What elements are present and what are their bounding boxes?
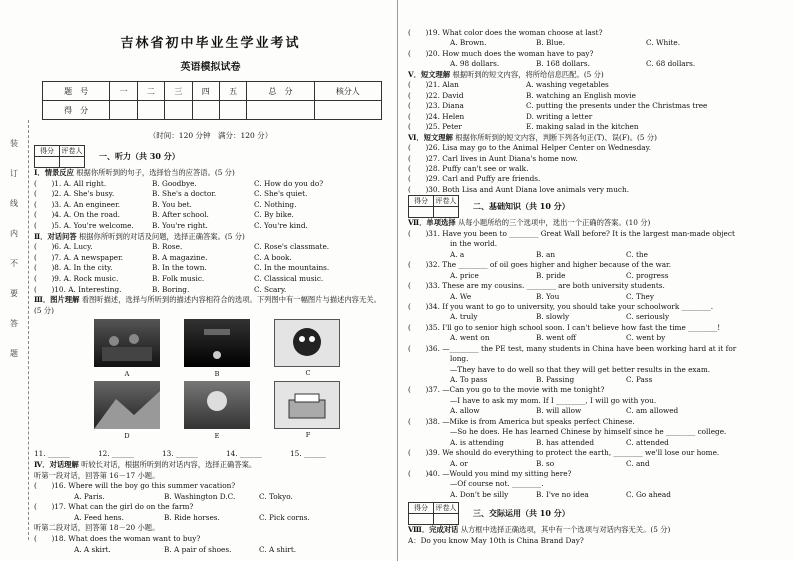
question-20: ( )20. How much does the woman have to pay?	[408, 48, 594, 58]
grader-reviewer-label: 评卷人	[61, 147, 83, 155]
question-option[interactable]: B. A magazine.	[152, 252, 208, 262]
binding-char: 答	[10, 319, 18, 328]
score-cell[interactable]	[165, 101, 192, 120]
option[interactable]: A. To pass	[450, 375, 488, 385]
true-false-statement: ( )30. Both Lisa and Aunt Diana love animals very much.	[408, 184, 630, 194]
options-33	[408, 292, 786, 302]
grader-score-label: 得分	[409, 503, 434, 514]
true-false-statement: ( )29. Carl and Puffy are friends.	[408, 174, 541, 184]
picture-b	[184, 319, 250, 379]
question-38: ( )38. —Mike is from America but speaks perfect Chinese.	[408, 416, 635, 426]
mountain-image	[94, 381, 160, 429]
picture-d-label: D	[124, 432, 130, 441]
question-option-a[interactable]: ( )24. Helen	[408, 111, 465, 121]
sec5-matching	[408, 80, 786, 132]
part3-title: 三、交际运用（共 10 分）	[473, 508, 570, 519]
option[interactable]: A. Brown.	[450, 38, 487, 48]
score-header-cell: 四	[192, 82, 219, 101]
sec8-instruction	[408, 525, 786, 536]
right-page	[397, 0, 794, 561]
sec7-text: 从每小题所给的三个选项中，选出一个正确的答案。(10 分)	[457, 218, 651, 228]
option[interactable]: A. or	[450, 458, 468, 468]
options-19	[408, 38, 786, 48]
picture-d	[94, 381, 160, 441]
sec3-text: 看图听描述，选择与所听到的描述内容相符合的选项。下列图中有一幅图片与描述内容无关。(5 分)	[34, 295, 381, 315]
grader-box	[408, 502, 459, 525]
option[interactable]: C. Pass	[626, 375, 653, 385]
grader-reviewer-cell[interactable]	[60, 157, 85, 168]
options-20	[408, 59, 786, 69]
option[interactable]: C. and	[626, 458, 650, 468]
question-31: ( )31. Have you been to ________ Great Wall before? It is the largest man-made object	[408, 228, 735, 238]
option[interactable]: B. so	[536, 458, 555, 468]
picture-f-label: F	[305, 431, 311, 440]
score-header-cell: 五	[219, 82, 246, 101]
grader-score-cell[interactable]	[35, 157, 60, 168]
part3-header	[408, 502, 786, 525]
question-36: ( )36. —________ the PE test, many students in China have been working hard at it for	[408, 343, 737, 353]
binding-char: 线	[10, 199, 18, 208]
sec1-label: Ⅰ．情景反应	[34, 168, 74, 177]
picture-e-label: E	[214, 432, 220, 441]
picture-a-label: A	[124, 370, 130, 379]
option[interactable]: A. allow	[450, 406, 480, 416]
grader-box	[408, 195, 459, 218]
part1-title: 一、听力（共 30 分）	[99, 151, 180, 161]
question-37-reply: —I have to ask my mom. If I ________, I will go with you.	[450, 395, 657, 405]
question-option-a[interactable]: ( )10. A. Interesting.	[34, 284, 122, 294]
question-35: ( )35. I'll go to senior high school soon. I can't believe how fast the time ________!	[408, 322, 721, 332]
question-19: ( )19. What color does the woman choose at last?	[408, 28, 603, 37]
answer-blank-14[interactable]: 14. ______	[226, 449, 262, 459]
question-option-a[interactable]: ( )23. Diana	[408, 101, 464, 111]
option[interactable]: B. went off	[536, 333, 577, 343]
question-39: ( )39. We should do everything to protect the earth, ________ we'll lose our home.	[408, 448, 720, 458]
question-row	[34, 221, 387, 232]
option[interactable]: C. Pick corns.	[259, 512, 310, 522]
question-option[interactable]: B. You're right.	[152, 220, 208, 230]
answer-blank-13[interactable]: 13. ______	[162, 449, 198, 459]
picture-blanks	[34, 449, 387, 460]
question-option[interactable]: C. A book.	[254, 252, 292, 262]
picture-c	[274, 319, 340, 378]
grader-score-cell[interactable]	[409, 514, 434, 525]
question-option[interactable]: B. Folk music.	[152, 273, 205, 283]
question-option[interactable]: B. She's a doctor.	[152, 189, 217, 199]
sec1-instruction	[34, 168, 387, 179]
dialogue-2-note: 听第二段对话，回答第 18－20 小题。	[34, 523, 160, 533]
question-option-a[interactable]: ( )4. A. On the road.	[34, 210, 120, 220]
question-option[interactable]: B. Rose.	[152, 242, 183, 252]
picture-grid	[34, 319, 387, 451]
option[interactable]: A. Feed hens.	[74, 512, 124, 522]
question-option-a[interactable]: ( )8. A. In the city.	[34, 263, 113, 273]
sec2-instruction	[34, 232, 387, 243]
picture-e	[184, 381, 250, 441]
options-39	[408, 459, 786, 469]
sec7-instruction	[408, 218, 786, 229]
options-16	[34, 492, 387, 503]
question-17: ( )17. What can the girl do on the farm?	[34, 502, 194, 512]
question-option[interactable]: B. You bet.	[152, 199, 192, 209]
options-18	[34, 545, 387, 556]
score-cell[interactable]	[314, 101, 381, 120]
question-option[interactable]: C. Nothing.	[254, 199, 297, 209]
option[interactable]: B. A pair of shoes.	[164, 544, 232, 554]
sec1-questions	[34, 179, 387, 232]
time-note: （时间：120 分钟 满分：120 分）	[148, 131, 273, 140]
true-false-statement: ( )28. Puffy can't see or walk.	[408, 164, 529, 173]
score-cell[interactable]	[247, 101, 314, 120]
question-18: ( )18. What does the woman want to buy?	[34, 534, 201, 544]
options-37	[408, 406, 786, 416]
option[interactable]: A. is attending	[450, 437, 504, 447]
sec5-instruction	[408, 70, 786, 81]
sec5-text: 根据听到的短文内容，将所给信息匹配。(5 分)	[452, 69, 604, 79]
sec8-label: Ⅷ．完成对话	[408, 525, 459, 535]
question-option-a[interactable]: ( )22. David	[408, 90, 464, 100]
question-option-a[interactable]: ( )7. A. A newspaper.	[34, 252, 124, 262]
score-header-cell: 核分人	[314, 82, 381, 101]
night-scene-image	[184, 319, 250, 367]
dialogue-line-a: A：Do you know May 10th is China Brand Day?	[408, 535, 584, 545]
question-option[interactable]: C. You're kind.	[254, 220, 308, 230]
sec6-true-false	[408, 143, 786, 195]
question-40: ( )40. —Would you mind my sitting here?	[408, 468, 572, 478]
score-cell[interactable]	[192, 101, 219, 120]
question-option-a[interactable]: ( )6. A. Lucy.	[34, 242, 93, 252]
grader-score-cell[interactable]	[409, 207, 434, 218]
grader-reviewer-label: 评卷人	[435, 197, 457, 206]
question-34: ( )34. If you want to go to university, you should take your schoolwork ________.	[408, 301, 714, 311]
options-38	[408, 438, 786, 448]
option[interactable]: C. Tokyo.	[259, 491, 293, 501]
workers-image	[94, 319, 160, 367]
option[interactable]: B. will allow	[536, 406, 582, 416]
question-row	[34, 189, 387, 200]
question-option[interactable]: C. By bike.	[254, 210, 294, 220]
option[interactable]: A. A skirt.	[74, 544, 111, 554]
binding-char: 要	[10, 289, 18, 298]
question-31-cont: in the world.	[450, 239, 498, 249]
sec4-instruction	[34, 460, 387, 471]
question-row	[408, 80, 786, 90]
option[interactable]: B. Washington D.C.	[164, 491, 236, 501]
sec4-label: Ⅳ．对话理解	[34, 459, 79, 469]
question-option[interactable]: B. watching an English movie	[526, 90, 636, 100]
question-option[interactable]: A. washing vegetables	[526, 80, 609, 90]
question-option-a[interactable]: ( )5. A. You're welcome.	[34, 220, 134, 230]
question-option[interactable]: C. How do you do?	[254, 178, 324, 188]
question-option-a[interactable]: ( )3. A. An engineer.	[34, 199, 121, 209]
sec6-instruction	[408, 133, 786, 144]
question-option[interactable]: C. She's quiet.	[254, 189, 308, 199]
question-option[interactable]: D. writing a letter	[526, 111, 593, 121]
question-row	[34, 285, 387, 296]
score-header-cell: 一	[110, 82, 137, 101]
question-row	[408, 112, 786, 122]
grader-score-label: 得分	[409, 196, 434, 207]
question-option[interactable]: B. After school.	[152, 210, 209, 220]
answer-blank-15[interactable]: 15. ______	[290, 449, 326, 459]
score-header-cell: 总 分	[247, 82, 314, 101]
question-row	[34, 242, 387, 253]
score-cell[interactable]	[137, 101, 164, 120]
grader-reviewer-cell[interactable]	[434, 207, 459, 218]
options-32	[408, 271, 786, 281]
option[interactable]: C. Go ahead	[626, 489, 671, 499]
question-row	[34, 263, 387, 274]
sec3-label: Ⅲ．图片理解	[34, 295, 80, 305]
sec6-text: 根据你所听到的短文内容，判断下列各句正(T)、误(F)。(5 分)	[455, 132, 658, 142]
question-option[interactable]: B. Boring.	[152, 284, 190, 294]
sec8-text: 从方框中选择正确选项，其中有一个选项与对话内容无关。(5 分)	[460, 525, 671, 535]
sec4-text: 听较长对话，根据所听到的对话内容，选择正确答案。	[81, 459, 257, 469]
score-header-cell: 三	[165, 82, 192, 101]
question-option-a[interactable]: ( )2. A. She's busy.	[34, 189, 115, 199]
option[interactable]: C. went by	[626, 333, 666, 343]
option[interactable]: A. a	[450, 249, 465, 259]
sec5-label: Ⅴ．短文理解	[408, 69, 451, 79]
part1-header	[34, 145, 387, 168]
question-option[interactable]: B. In the town.	[152, 263, 207, 273]
score-cell[interactable]	[219, 101, 246, 120]
options-40	[408, 490, 786, 500]
option[interactable]: B. Blue.	[536, 38, 566, 48]
option[interactable]: B. Ride horses.	[164, 512, 220, 522]
question-40-reply: —Of course not. ________.	[450, 479, 544, 489]
picture-b-label: B	[214, 370, 220, 379]
score-header-cell: 二	[137, 82, 164, 101]
part2-title: 二、基础知识（共 10 分）	[473, 201, 570, 212]
dialogue-1-note: 听第一段对话，回答第 16－17 小题。	[34, 470, 160, 480]
true-false-statement: ( )26. Lisa may go to the Animal Helper Center on Wednesday.	[408, 143, 652, 153]
sec2-label: Ⅱ．对话问答	[34, 231, 77, 241]
binding-char: 不	[10, 259, 18, 268]
sec1-text: 根据你所听到的句子，选择恰当的应答语。(5 分)	[76, 168, 235, 177]
true-false-statement: ( )27. Carl lives in Aunt Diana's home now.	[408, 153, 578, 163]
grader-reviewer-label: 评卷人	[435, 504, 457, 513]
question-36-reply: —They have to do well so that they will get better results in the exam.	[450, 364, 711, 374]
grader-reviewer-cell[interactable]	[434, 514, 459, 525]
question-row	[34, 274, 387, 285]
answer-blank-12[interactable]: 12. ______	[98, 449, 134, 459]
question-37: ( )37. —Can you go to the movie with me tonight?	[408, 385, 605, 395]
question-option-a[interactable]: ( )9. A. Rock music.	[34, 273, 119, 283]
question-row	[34, 200, 387, 211]
option[interactable]: C. White.	[646, 38, 681, 48]
question-row	[34, 210, 387, 221]
grader-box	[34, 145, 85, 168]
question-option[interactable]: C. In the mountains.	[254, 263, 330, 273]
sec2-text: 根据你所听到的对话及问题，选择正确答案。(5 分)	[78, 231, 245, 241]
sec7-label: Ⅶ．单项选择	[408, 218, 456, 228]
question-row	[408, 122, 786, 132]
question-row	[408, 101, 786, 111]
part2-header	[408, 195, 786, 218]
question-option[interactable]: C. putting the presents under the Christmas tree	[526, 101, 708, 111]
picture-a	[94, 319, 160, 379]
question-16: ( )16. Where will the boy go this summer vacation?	[34, 481, 236, 491]
question-option-a[interactable]: ( )1. A. All right.	[34, 178, 107, 188]
question-option[interactable]: C. Scary.	[254, 284, 287, 294]
option[interactable]: C. seriously	[626, 312, 670, 322]
option[interactable]: C. A shirt.	[259, 544, 297, 554]
cartoon-figure-image	[275, 320, 339, 366]
option[interactable]: B. Passing	[536, 375, 575, 385]
sky-image	[184, 381, 250, 429]
binding-char: 装	[10, 139, 18, 148]
exam-title: 吉林省初中毕业生学业考试	[120, 36, 301, 51]
option[interactable]: C. the	[626, 249, 648, 259]
exam-subtitle: 英语模拟试卷	[180, 62, 241, 73]
option[interactable]: B. 168 dollars.	[536, 59, 590, 69]
option[interactable]: B. has attended	[536, 437, 595, 447]
option[interactable]: A. Don't be silly	[450, 489, 509, 499]
binding-margin	[6, 120, 29, 540]
option[interactable]: A. price	[450, 270, 479, 280]
option[interactable]: A. went on	[450, 333, 490, 343]
option[interactable]: B. slowly	[536, 312, 570, 322]
question-row	[34, 253, 387, 264]
binding-char: 订	[10, 169, 18, 178]
grader-score-label: 得分	[35, 146, 60, 157]
question-option[interactable]: C. Classical music.	[254, 273, 324, 283]
option[interactable]: C. am allowed	[626, 406, 679, 416]
left-content	[34, 0, 387, 555]
picture-c-label: C	[305, 369, 311, 378]
question-33: ( )33. These are my cousins. ________ are both university students.	[408, 281, 665, 291]
score-header-cell: 题 号	[43, 82, 110, 101]
score-cell[interactable]	[110, 101, 137, 120]
question-row	[408, 91, 786, 101]
answer-blank-11[interactable]: 11. ______	[34, 449, 70, 459]
option[interactable]: B. You	[536, 291, 560, 301]
question-option-a[interactable]: ( )25. Peter	[408, 122, 462, 132]
option[interactable]: A. We	[450, 291, 472, 301]
option[interactable]: A. Paris.	[74, 491, 105, 501]
question-38-reply: —So he does. He has learned Chinese by himself since he ________ college.	[450, 427, 727, 437]
option[interactable]: A. 98 dollars.	[450, 59, 500, 69]
question-option[interactable]: C. Rose's classmate.	[254, 242, 330, 252]
question-36-cont: long.	[450, 354, 469, 364]
options-35	[408, 333, 786, 343]
option[interactable]: B. pride	[536, 270, 566, 280]
question-row	[34, 179, 387, 190]
options-36	[408, 375, 786, 385]
printer-image	[275, 382, 339, 428]
options-31	[408, 250, 786, 260]
picture-f	[274, 381, 340, 440]
question-option[interactable]: B. Goodbye.	[152, 178, 197, 188]
sec3-instruction	[34, 295, 387, 316]
score-row-label: 得 分	[43, 101, 110, 120]
binding-char: 内	[10, 229, 18, 238]
option[interactable]: C. attended	[626, 437, 669, 447]
option[interactable]: C. progress	[626, 270, 669, 280]
option[interactable]: C. They	[626, 291, 654, 301]
question-32: ( )32. The ________ of oil goes higher and higher because of the war.	[408, 260, 672, 270]
options-34	[408, 312, 786, 322]
options-17	[34, 513, 387, 524]
question-option[interactable]: E. making salad in the kitchen	[526, 122, 639, 132]
score-table	[42, 81, 382, 120]
option[interactable]: A. truly	[450, 312, 478, 322]
sec6-label: Ⅵ．短文理解	[408, 132, 453, 142]
option[interactable]: B. I've no idea	[536, 489, 589, 499]
option[interactable]: B. an	[536, 249, 556, 259]
right-content	[408, 28, 786, 546]
sec2-questions	[34, 242, 387, 295]
question-option-a[interactable]: ( )21. Alan	[408, 80, 459, 90]
option[interactable]: C. 68 dollars.	[646, 59, 696, 69]
binding-char: 题	[10, 349, 18, 358]
